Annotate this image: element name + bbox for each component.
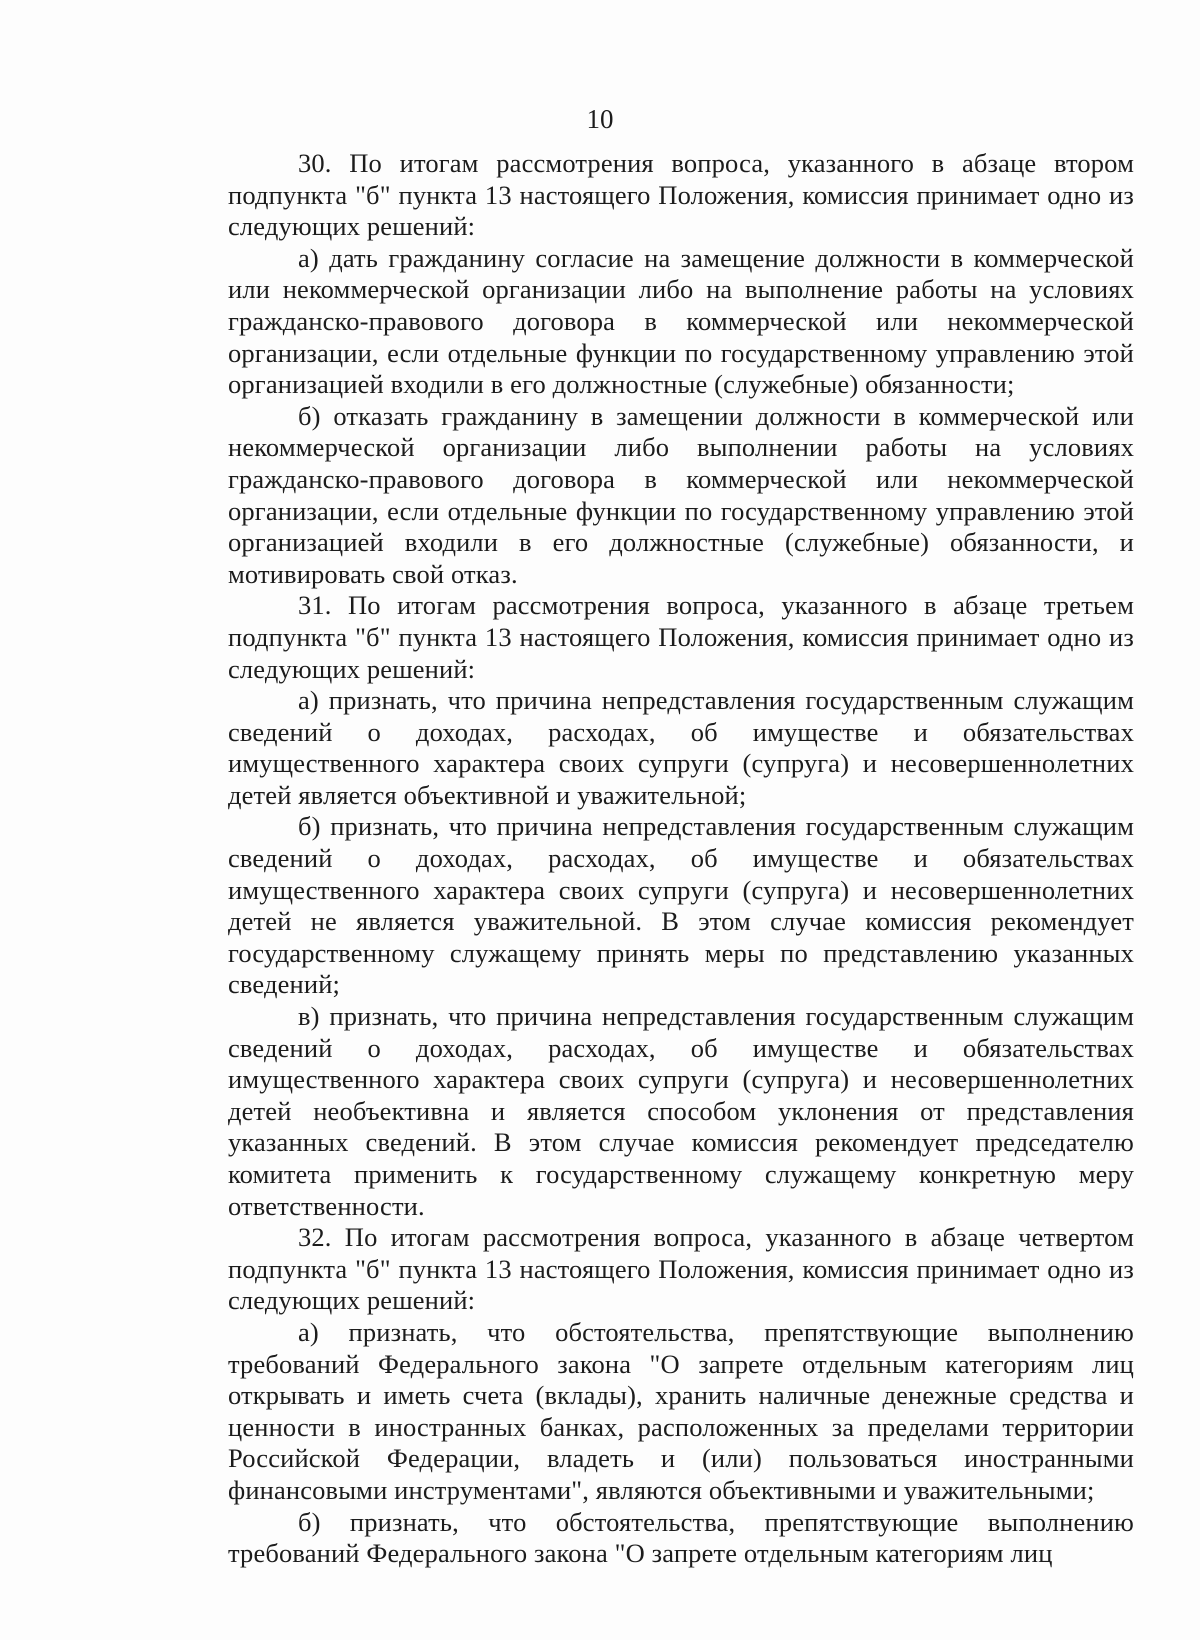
paragraph-32-a: а) признать, что обстоятельства, препятствующие выполнению требований Федерального закона "О запрете отдельным категориям лиц открывать и иметь счета (вклады), хранить наличные денежные средства и ценности в иностранных банках, расположенных за пределами территории Российской Федерации, владеть и (или) пользоваться иностранными финансовыми инструментами", являются объективными и уважительными; [228,1316,1134,1505]
paragraph-32-b: б) признать, что обстоятельства, препятствующие выполнению требований Федерального закона "О запрете отдельным категориям лиц [228,1506,1134,1569]
document-body [228,148,1134,1570]
paragraph-31: 31. По итогам рассмотрения вопроса, указанного в абзаце третьем подпункта "б" пункта 13 настоящего Положения, комиссия принимает одно из следующих решений: [228,590,1134,684]
paragraph-31-v: в) признать, что причина непредставления государственным служащим сведений о доходах, расходах, об имуществе и обязательствах имущественного характера своих супруги (супруга) и несовершеннолетних детей необъективна и является способом уклонения от представления указанных сведений. В этом случае комиссия рекомендует председателю комитета применить к государственному служащему конкретную меру ответственности. [228,1001,1134,1221]
paragraph-31-b: б) признать, что причина непредставления государственным служащим сведений о доходах, расходах, об имуществе и обязательствах имущественного характера своих супруги (супруга) и несовершеннолетних детей не является уважительной. В этом случае комиссия рекомендует государственному служащему принять меры по представлению указанных сведений; [228,811,1134,1000]
paragraph-32: 32. По итогам рассмотрения вопроса, указанного в абзаце четвертом подпункта "б" пункта 13 настоящего Положения, комиссия принимает одно из следующих решений: [228,1222,1134,1316]
page-number: 10 [586,104,614,134]
paragraph-30: 30. По итогам рассмотрения вопроса, указанного в абзаце втором подпункта "б" пункта 13 настоящего Положения, комиссия принимает одно из следующих решений: [228,148,1134,242]
paragraph-30-a: а) дать гражданину согласие на замещение должности в коммерческой или некоммерческой организации либо на выполнение работы на условиях гражданско-правового договора в коммерческой или некоммерческой организации, если отдельные функции по государственному управлению этой организацией входили в его должностные (служебные) обязанности; [228,242,1134,400]
paragraph-31-a: а) признать, что причина непредставления государственным служащим сведений о доходах, расходах, об имуществе и обязательствах имущественного характера своих супруги (супруга) и несовершеннолетних детей является объективной и уважительной; [228,685,1134,810]
paragraph-30-b: б) отказать гражданину в замещении должности в коммерческой или некоммерческой организации либо выполнении работы на условиях гражданско-правового договора в коммерческой или некоммерческой организации, если отдельные функции по государственному управлению этой организацией входили в его должностные (служебные) обязанности, и мотивировать свой отказ. [228,400,1134,589]
